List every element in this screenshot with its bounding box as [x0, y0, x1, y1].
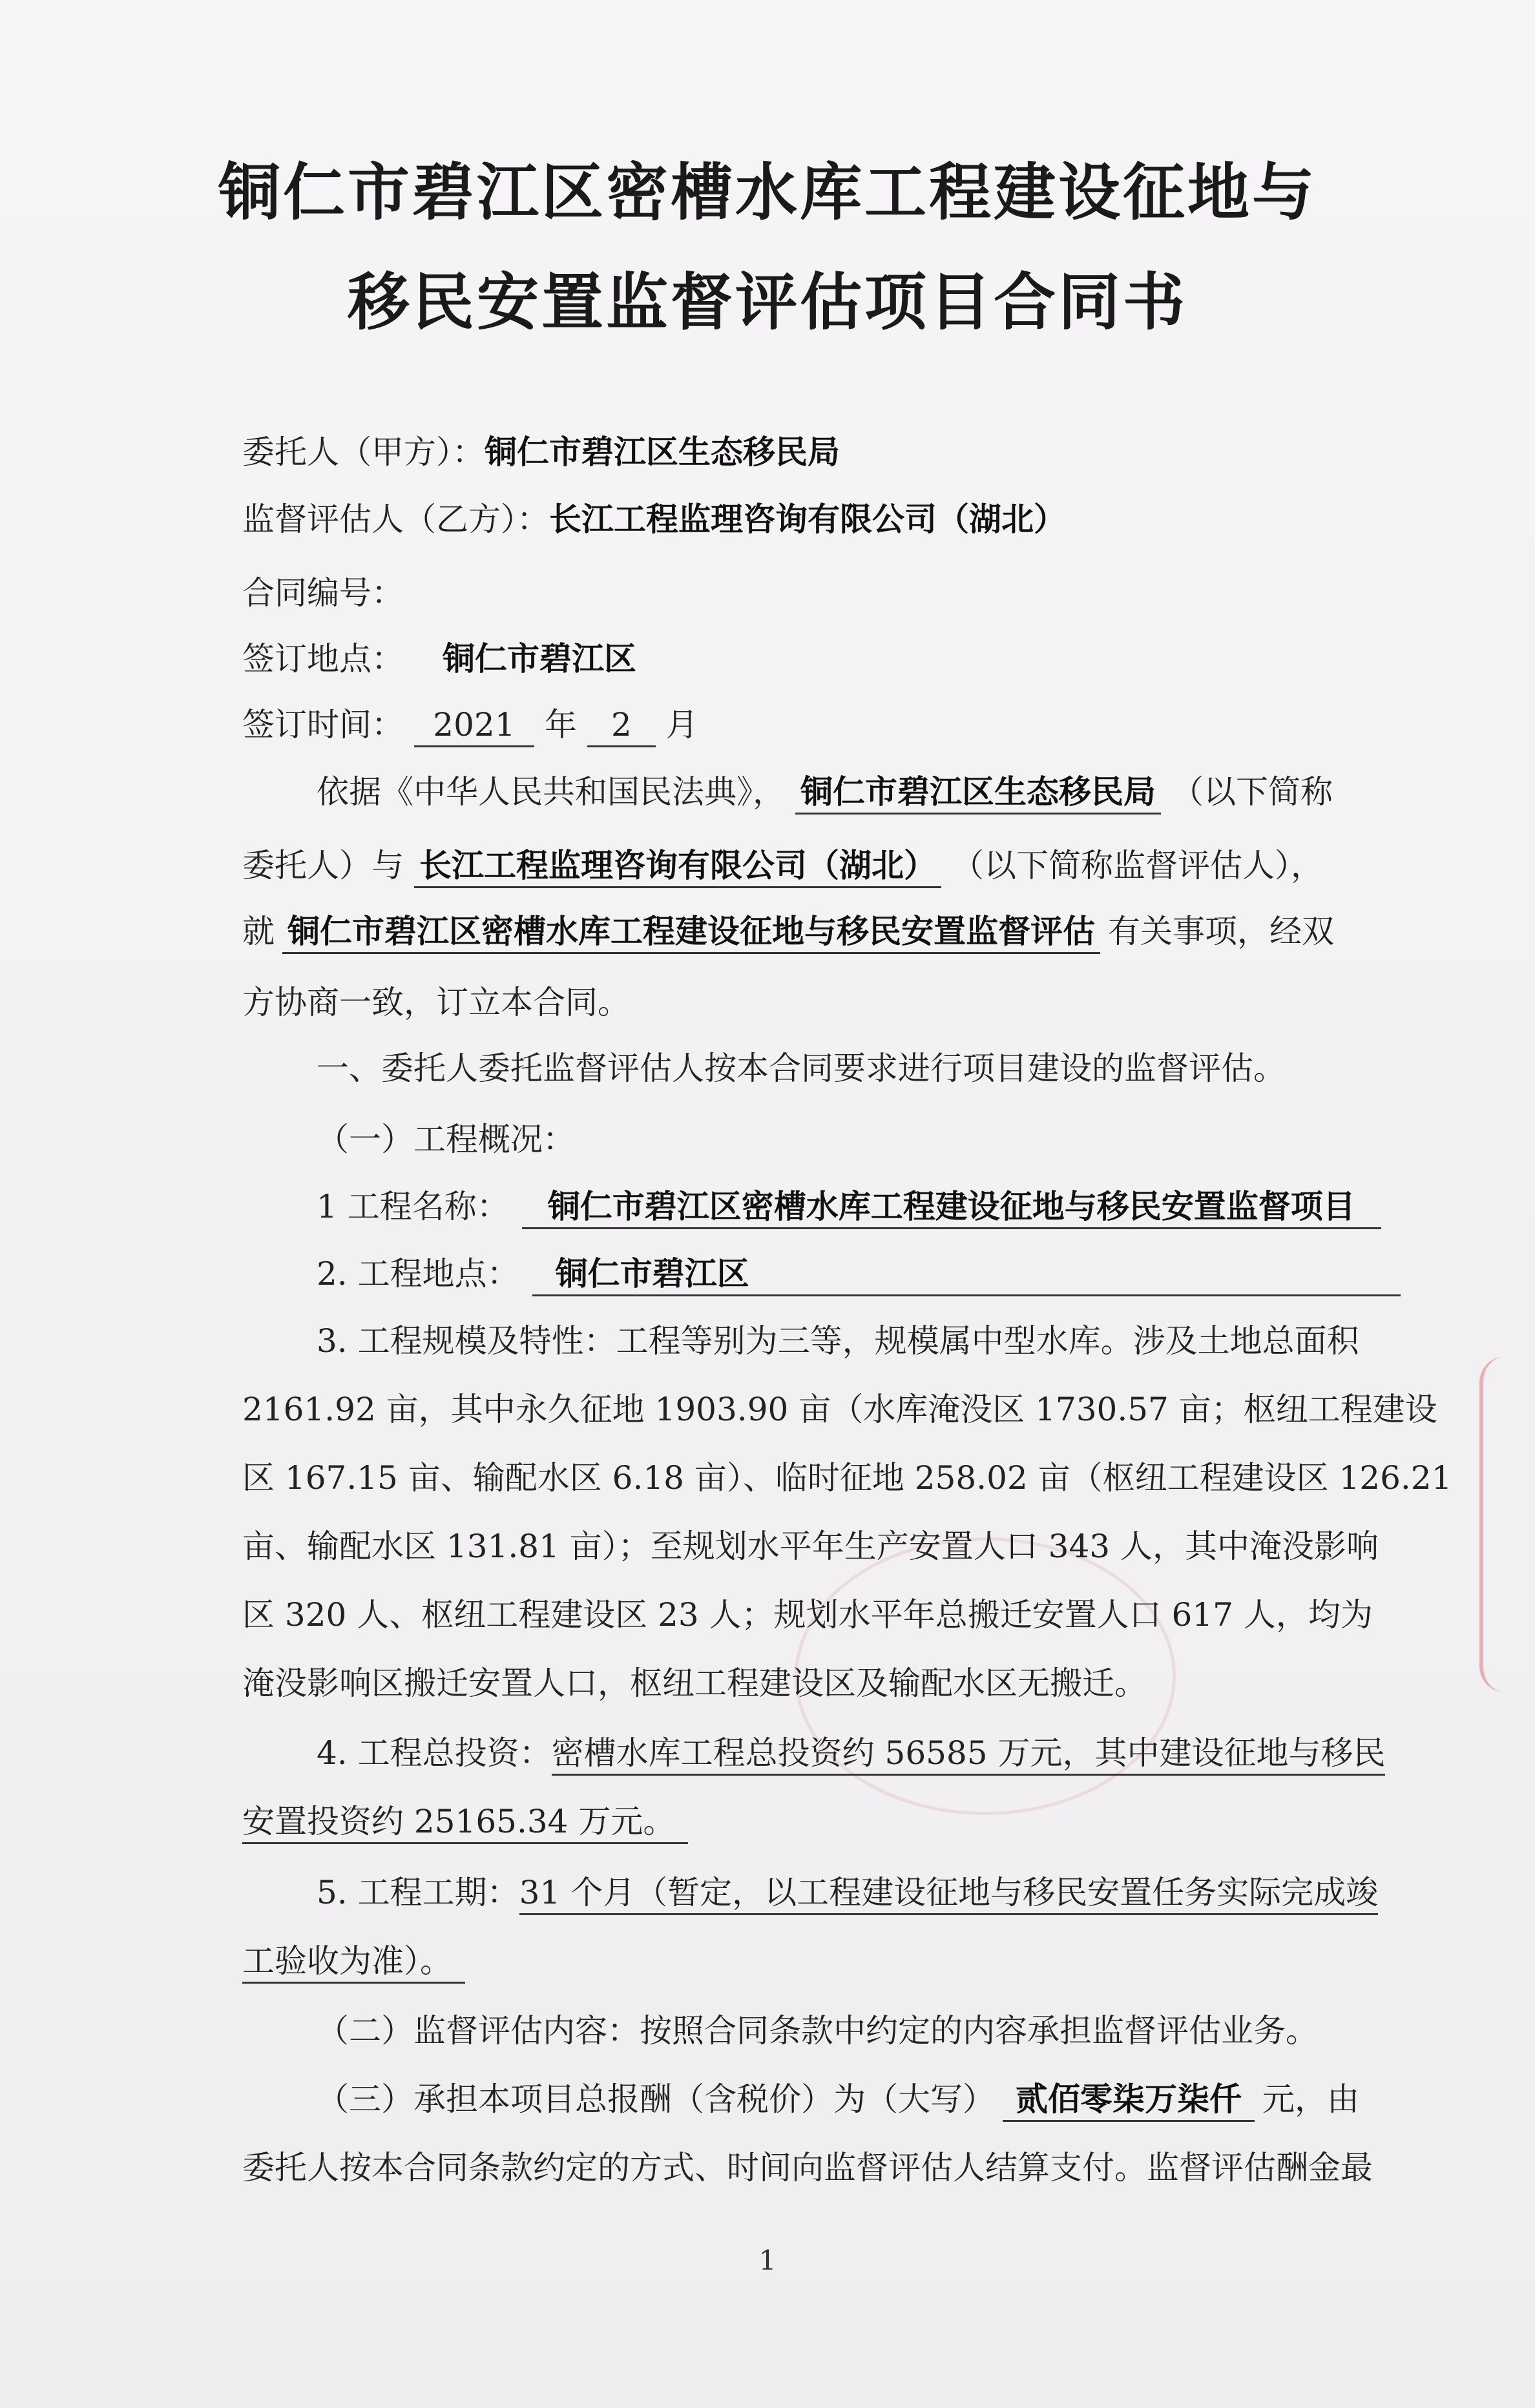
intro-text: 委托人）与 — [242, 847, 404, 884]
subsection-2: （二）监督评估内容：按照合同条款中约定的内容承担监督评估业务。 — [317, 2012, 1318, 2050]
signing-time-row — [242, 704, 698, 747]
section-1-heading: 一、委托人委托监督评估人按本合同要求进行项目建设的监督评估。 — [317, 1050, 1286, 1087]
contract-number-label: 合同编号： — [242, 574, 404, 612]
document-title-line1: 铜仁市碧江区密槽水库工程建设征地与 — [218, 156, 1317, 229]
investment-value-line2: 安置投资约 25165.34 万元。 — [242, 1801, 688, 1844]
intro-line-1 — [317, 771, 1333, 815]
intro-client: 铜仁市碧江区生态移民局 — [795, 771, 1161, 815]
signing-time-label: 签订时间： — [242, 706, 404, 743]
client-label: 委托人（甲方）： — [242, 433, 485, 471]
project-location-value: 铜仁市碧江区 — [532, 1253, 1401, 1296]
intro-line-4: 方协商一致，订立本合同。 — [242, 984, 630, 1021]
signing-place-value: 铜仁市碧江区 — [443, 639, 636, 678]
scale-line-2: 2161.92 亩，其中永久征地 1903.90 亩（水库淹没区 1730.57 亩；枢纽工程建设 — [242, 1391, 1437, 1428]
duration-row — [317, 1872, 1378, 1915]
fee-amount: 贰佰零柒万柒仟 — [1003, 2079, 1255, 2122]
scale-line-1: 3. 工程规模及特性：工程等别为三等，规模属中型水库。涉及土地总面积 — [317, 1322, 1359, 1360]
red-seal-edge — [1479, 1356, 1535, 1692]
signing-place-label: 签订地点： — [242, 640, 404, 678]
fee-text: 元，由 — [1262, 2081, 1359, 2118]
investment-label: 4. 工程总投资： — [317, 1734, 552, 1772]
subsection-3-line-2: 委托人按本合同条款约定的方式、时间向监督评估人结算支付。监督评估酬金最 — [242, 2149, 1373, 2186]
duration-value-line2: 工验收为准）。 — [242, 1940, 465, 1984]
page-number: 1 — [758, 2245, 777, 2276]
document-title-line2: 移民安置监督评估项目合同书 — [348, 266, 1187, 338]
month-unit: 月 — [665, 706, 698, 743]
intro-text: 依据《中华人民共和国民法典》， — [317, 773, 785, 811]
investment-row — [317, 1732, 1385, 1776]
intro-text: （以下简称 — [1171, 773, 1333, 811]
intro-text: （以下简称监督评估人）， — [952, 847, 1323, 884]
scale-line-6: 淹没影响区搬迁安置人口，枢纽工程建设区及输配水区无搬迁。 — [242, 1665, 1147, 1702]
evaluator-label: 监督评估人（乙方）： — [242, 501, 549, 538]
contract-number-row — [242, 572, 404, 614]
project-name-row — [317, 1186, 1381, 1229]
duration-label: 5. 工程工期： — [317, 1874, 519, 1911]
intro-text: 就 — [242, 913, 275, 950]
signing-place-row — [242, 638, 636, 680]
subsection-1-heading: （一）工程概况： — [317, 1121, 575, 1158]
evaluator-value: 长江工程监理咨询有限公司（湖北） — [549, 500, 1066, 538]
intro-text: 有关事项，经双 — [1108, 913, 1334, 950]
duration-value-line1: 31 个月（暂定，以工程建设征地与移民安置任务实际完成竣 — [519, 1872, 1379, 1915]
fee-text: （三）承担本项目总报酬（含税价）为（大写） — [317, 2081, 995, 2118]
project-location-label: 2. 工程地点： — [317, 1255, 519, 1292]
investment-line-2 — [242, 1801, 688, 1844]
scale-line-4: 亩、输配水区 131.81 亩）；至规划水平年生产安置人口 343 人，其中淹没影响 — [242, 1528, 1379, 1565]
intro-project: 铜仁市碧江区密槽水库工程建设征地与移民安置监督评估 — [282, 911, 1100, 954]
evaluator-row — [242, 499, 1066, 540]
scale-line-3: 区 167.15 亩、输配水区 6.18 亩）、临时征地 258.02 亩（枢纽工程建设区 126.21 — [242, 1459, 1452, 1497]
signing-year: 2021 — [414, 704, 534, 747]
project-name-value: 铜仁市碧江区密槽水库工程建设征地与移民安置监督项目 — [522, 1186, 1381, 1229]
intro-evaluator: 长江工程监理咨询有限公司（湖北） — [414, 845, 941, 888]
intro-line-2 — [242, 845, 1323, 888]
project-name-label: 1 工程名称： — [317, 1188, 509, 1225]
duration-line-2 — [242, 1940, 465, 1984]
intro-line-3 — [242, 911, 1334, 954]
client-value: 铜仁市碧江区生态移民局 — [485, 433, 840, 471]
scale-line-5: 区 320 人、枢纽工程建设区 23 人；规划水平年总搬迁安置人口 617 人，均为 — [242, 1596, 1373, 1634]
year-unit: 年 — [544, 706, 577, 743]
signing-month: 2 — [587, 704, 656, 747]
subsection-3-line-1 — [317, 2079, 1359, 2122]
project-location-row — [317, 1253, 1401, 1296]
client-row — [242, 431, 840, 473]
investment-value-line1: 密槽水库工程总投资约 56585 万元，其中建设征地与移民 — [552, 1732, 1386, 1776]
